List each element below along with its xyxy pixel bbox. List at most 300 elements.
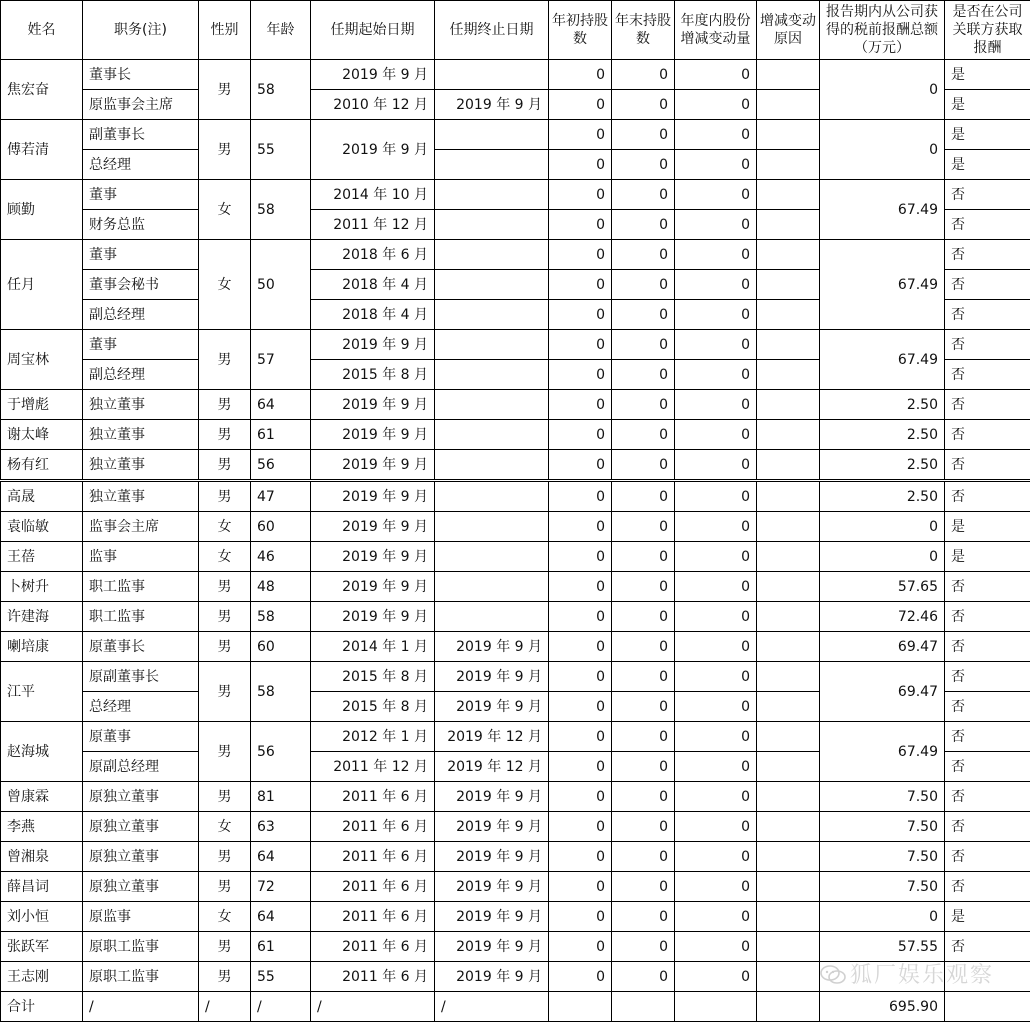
end-date-cell bbox=[435, 120, 549, 150]
total-slash-cell: / bbox=[435, 992, 549, 1022]
compensation-cell: 0 bbox=[820, 542, 945, 572]
title-cell: 监事会主席 bbox=[83, 512, 199, 542]
end-date-cell: 2019 年 12 月 bbox=[435, 752, 549, 782]
title-cell: 监事 bbox=[83, 542, 199, 572]
opening-shares-cell: 0 bbox=[549, 180, 612, 210]
name-cell: 袁临敏 bbox=[1, 512, 83, 542]
start-date-cell: 2019 年 9 月 bbox=[311, 542, 435, 572]
title-cell: 原副董事长 bbox=[83, 662, 199, 692]
end-date-cell: 2019 年 9 月 bbox=[435, 662, 549, 692]
share-change-cell: 0 bbox=[675, 902, 757, 932]
start-date-cell: 2019 年 9 月 bbox=[311, 572, 435, 602]
age-cell: 55 bbox=[251, 962, 311, 992]
related-party-cell: 否 bbox=[945, 632, 1030, 662]
table-row bbox=[1, 572, 1030, 602]
end-date-cell bbox=[435, 180, 549, 210]
title-cell: 原董事 bbox=[83, 722, 199, 752]
closing-shares-cell: 0 bbox=[612, 902, 675, 932]
compensation-cell: 67.49 bbox=[820, 330, 945, 390]
opening-shares-cell: 0 bbox=[549, 450, 612, 480]
compensation-table-part1 bbox=[0, 0, 1030, 480]
share-change-cell: 0 bbox=[675, 240, 757, 270]
title-cell: 独立董事 bbox=[83, 450, 199, 480]
opening-shares-cell: 0 bbox=[549, 782, 612, 812]
gender-cell: 女 bbox=[199, 812, 251, 842]
table-row bbox=[1, 420, 1030, 450]
opening-shares-cell: 0 bbox=[549, 632, 612, 662]
title-cell: 总经理 bbox=[83, 692, 199, 722]
start-date-cell: 2014 年 1 月 bbox=[311, 632, 435, 662]
name-cell: 曾湘泉 bbox=[1, 842, 83, 872]
title-cell: 财务总监 bbox=[83, 210, 199, 240]
age-cell: 47 bbox=[251, 482, 311, 512]
header-cell: 年度内股份增减变动量 bbox=[675, 1, 757, 60]
related-party-cell: 否 bbox=[945, 360, 1030, 390]
change-reason-cell bbox=[757, 782, 820, 812]
compensation-cell: 7.50 bbox=[820, 782, 945, 812]
name-cell: 王志刚 bbox=[1, 962, 83, 992]
closing-shares-cell: 0 bbox=[612, 420, 675, 450]
header-cell: 报告期内从公司获得的税前报酬总额（万元） bbox=[820, 1, 945, 60]
start-date-cell: 2011 年 6 月 bbox=[311, 962, 435, 992]
gender-cell: 男 bbox=[199, 60, 251, 120]
opening-shares-cell: 0 bbox=[549, 482, 612, 512]
header-cell: 姓名 bbox=[1, 1, 83, 60]
related-party-cell: 是 bbox=[945, 120, 1030, 150]
closing-shares-cell: 0 bbox=[612, 360, 675, 390]
end-date-cell bbox=[435, 450, 549, 480]
header-cell: 年龄 bbox=[251, 1, 311, 60]
gender-cell: 男 bbox=[199, 782, 251, 812]
age-cell: 57 bbox=[251, 330, 311, 390]
opening-shares-cell: 0 bbox=[549, 120, 612, 150]
opening-shares-cell: 0 bbox=[549, 812, 612, 842]
start-date-cell: 2019 年 9 月 bbox=[311, 420, 435, 450]
related-party-cell: 否 bbox=[945, 240, 1030, 270]
share-change-cell: 0 bbox=[675, 752, 757, 782]
name-cell: 卜树升 bbox=[1, 572, 83, 602]
name-cell: 于增彪 bbox=[1, 390, 83, 420]
total-slash-cell: / bbox=[311, 992, 435, 1022]
title-cell: 副董事长 bbox=[83, 120, 199, 150]
share-change-cell: 0 bbox=[675, 270, 757, 300]
change-reason-cell bbox=[757, 180, 820, 210]
table-row bbox=[1, 120, 1030, 150]
gender-cell: 男 bbox=[199, 602, 251, 632]
start-date-cell: 2011 年 6 月 bbox=[311, 902, 435, 932]
end-date-cell: 2019 年 9 月 bbox=[435, 782, 549, 812]
age-cell: 58 bbox=[251, 60, 311, 120]
opening-shares-cell: 0 bbox=[549, 902, 612, 932]
change-reason-cell bbox=[757, 210, 820, 240]
opening-shares-cell: 0 bbox=[549, 512, 612, 542]
start-date-cell: 2019 年 9 月 bbox=[311, 602, 435, 632]
end-date-cell bbox=[435, 330, 549, 360]
start-date-cell: 2018 年 4 月 bbox=[311, 300, 435, 330]
compensation-cell: 72.46 bbox=[820, 602, 945, 632]
title-cell: 原副总经理 bbox=[83, 752, 199, 782]
gender-cell: 女 bbox=[199, 512, 251, 542]
change-reason-cell bbox=[757, 300, 820, 330]
share-change-cell: 0 bbox=[675, 722, 757, 752]
start-date-cell: 2011 年 12 月 bbox=[311, 210, 435, 240]
table-row bbox=[1, 330, 1030, 360]
opening-shares-cell: 0 bbox=[549, 932, 612, 962]
change-reason-cell bbox=[757, 482, 820, 512]
change-reason-cell bbox=[757, 872, 820, 902]
title-cell: 独立董事 bbox=[83, 482, 199, 512]
closing-shares-cell: 0 bbox=[612, 512, 675, 542]
title-cell: 原职工监事 bbox=[83, 962, 199, 992]
related-party-cell: 是 bbox=[945, 902, 1030, 932]
title-cell: 董事 bbox=[83, 330, 199, 360]
opening-shares-cell: 0 bbox=[549, 662, 612, 692]
closing-shares-cell: 0 bbox=[612, 752, 675, 782]
share-change-cell: 0 bbox=[675, 812, 757, 842]
closing-shares-cell: 0 bbox=[612, 120, 675, 150]
closing-shares-cell: 0 bbox=[612, 932, 675, 962]
related-party-cell: 是 bbox=[945, 60, 1030, 90]
change-reason-cell bbox=[757, 542, 820, 572]
start-date-cell: 2012 年 1 月 bbox=[311, 722, 435, 752]
share-change-cell: 0 bbox=[675, 542, 757, 572]
change-reason-cell bbox=[757, 360, 820, 390]
related-party-cell: 否 bbox=[945, 812, 1030, 842]
gender-cell: 男 bbox=[199, 450, 251, 480]
title-cell: 原董事长 bbox=[83, 632, 199, 662]
title-cell: 董事 bbox=[83, 240, 199, 270]
related-party-cell: 否 bbox=[945, 662, 1030, 692]
change-reason-cell bbox=[757, 752, 820, 782]
name-cell: 高晟 bbox=[1, 482, 83, 512]
closing-shares-cell: 0 bbox=[612, 390, 675, 420]
share-change-cell: 0 bbox=[675, 210, 757, 240]
end-date-cell bbox=[435, 150, 549, 180]
table-row bbox=[1, 812, 1030, 842]
name-cell: 周宝林 bbox=[1, 330, 83, 390]
closing-shares-cell: 0 bbox=[612, 722, 675, 752]
compensation-cell: 69.47 bbox=[820, 662, 945, 722]
change-reason-cell bbox=[757, 390, 820, 420]
share-change-cell: 0 bbox=[675, 180, 757, 210]
opening-shares-cell: 0 bbox=[549, 90, 612, 120]
table-row bbox=[1, 902, 1030, 932]
total-row bbox=[1, 992, 1030, 1022]
age-cell: 46 bbox=[251, 542, 311, 572]
share-change-cell: 0 bbox=[675, 360, 757, 390]
title-cell: 副总经理 bbox=[83, 300, 199, 330]
title-cell: 原独立董事 bbox=[83, 872, 199, 902]
end-date-cell bbox=[435, 270, 549, 300]
change-reason-cell bbox=[757, 270, 820, 300]
gender-cell: 男 bbox=[199, 120, 251, 180]
opening-shares-cell: 0 bbox=[549, 330, 612, 360]
gender-cell: 男 bbox=[199, 842, 251, 872]
start-date-cell: 2011 年 6 月 bbox=[311, 812, 435, 842]
title-cell: 董事长 bbox=[83, 60, 199, 90]
start-date-cell: 2011 年 6 月 bbox=[311, 932, 435, 962]
compensation-cell bbox=[820, 962, 945, 992]
share-change-cell: 0 bbox=[675, 482, 757, 512]
end-date-cell: 2019 年 9 月 bbox=[435, 902, 549, 932]
closing-shares-cell: 0 bbox=[612, 632, 675, 662]
closing-shares-cell: 0 bbox=[612, 240, 675, 270]
total-slash-cell: / bbox=[83, 992, 199, 1022]
compensation-cell: 2.50 bbox=[820, 450, 945, 480]
compensation-cell: 57.65 bbox=[820, 572, 945, 602]
start-date-cell: 2019 年 9 月 bbox=[311, 512, 435, 542]
name-cell: 张跃军 bbox=[1, 932, 83, 962]
opening-shares-cell: 0 bbox=[549, 542, 612, 572]
opening-shares-cell: 0 bbox=[549, 150, 612, 180]
related-party-cell: 是 bbox=[945, 150, 1030, 180]
start-date-cell: 2019 年 9 月 bbox=[311, 120, 435, 180]
closing-shares-cell: 0 bbox=[612, 962, 675, 992]
closing-shares-cell: 0 bbox=[612, 872, 675, 902]
opening-shares-cell: 0 bbox=[549, 692, 612, 722]
table-row bbox=[1, 932, 1030, 962]
closing-shares-cell: 0 bbox=[612, 482, 675, 512]
closing-shares-cell: 0 bbox=[612, 812, 675, 842]
table-row bbox=[1, 450, 1030, 480]
end-date-cell bbox=[435, 602, 549, 632]
related-party-cell: 否 bbox=[945, 450, 1030, 480]
change-reason-cell bbox=[757, 450, 820, 480]
title-cell: 原职工监事 bbox=[83, 932, 199, 962]
share-change-cell: 0 bbox=[675, 90, 757, 120]
end-date-cell: 2019 年 9 月 bbox=[435, 632, 549, 662]
end-date-cell bbox=[435, 420, 549, 450]
end-date-cell bbox=[435, 542, 549, 572]
title-cell: 职工监事 bbox=[83, 572, 199, 602]
start-date-cell: 2015 年 8 月 bbox=[311, 360, 435, 390]
opening-shares-cell: 0 bbox=[549, 240, 612, 270]
related-party-cell: 否 bbox=[945, 270, 1030, 300]
related-party-cell: 否 bbox=[945, 932, 1030, 962]
header-cell: 性别 bbox=[199, 1, 251, 60]
name-cell: 李燕 bbox=[1, 812, 83, 842]
end-date-cell bbox=[435, 210, 549, 240]
total-label-cell: 合计 bbox=[1, 992, 83, 1022]
name-cell: 曾康霖 bbox=[1, 782, 83, 812]
related-party-cell: 否 bbox=[945, 722, 1030, 752]
share-change-cell: 0 bbox=[675, 150, 757, 180]
share-change-cell: 0 bbox=[675, 60, 757, 90]
closing-shares-cell: 0 bbox=[612, 842, 675, 872]
table-row bbox=[1, 180, 1030, 210]
age-cell: 60 bbox=[251, 632, 311, 662]
age-cell: 81 bbox=[251, 782, 311, 812]
share-change-cell: 0 bbox=[675, 512, 757, 542]
related-party-cell: 否 bbox=[945, 782, 1030, 812]
compensation-table-part2 bbox=[0, 481, 1030, 1022]
share-change-cell: 0 bbox=[675, 692, 757, 722]
related-party-cell: 否 bbox=[945, 420, 1030, 450]
change-reason-cell bbox=[757, 662, 820, 692]
title-cell: 独立董事 bbox=[83, 390, 199, 420]
name-cell: 薛昌词 bbox=[1, 872, 83, 902]
change-reason-cell bbox=[757, 120, 820, 150]
change-reason-cell bbox=[757, 330, 820, 360]
share-change-cell: 0 bbox=[675, 842, 757, 872]
table-row bbox=[1, 482, 1030, 512]
start-date-cell: 2019 年 9 月 bbox=[311, 60, 435, 90]
total-empty-cell bbox=[612, 992, 675, 1022]
header-cell: 年初持股数 bbox=[549, 1, 612, 60]
compensation-cell: 2.50 bbox=[820, 482, 945, 512]
opening-shares-cell: 0 bbox=[549, 60, 612, 90]
gender-cell: 男 bbox=[199, 932, 251, 962]
closing-shares-cell: 0 bbox=[612, 210, 675, 240]
share-change-cell: 0 bbox=[675, 872, 757, 902]
related-party-cell: 否 bbox=[945, 872, 1030, 902]
age-cell: 50 bbox=[251, 240, 311, 330]
header-cell: 是否在公司关联方获取报酬 bbox=[945, 1, 1030, 60]
table-row bbox=[1, 60, 1030, 90]
compensation-cell: 0 bbox=[820, 902, 945, 932]
opening-shares-cell: 0 bbox=[549, 420, 612, 450]
gender-cell: 男 bbox=[199, 722, 251, 782]
total-slash-cell: / bbox=[251, 992, 311, 1022]
table-row bbox=[1, 390, 1030, 420]
compensation-cell: 0 bbox=[820, 60, 945, 120]
closing-shares-cell: 0 bbox=[612, 180, 675, 210]
name-cell: 焦宏奋 bbox=[1, 60, 83, 120]
title-cell: 董事 bbox=[83, 180, 199, 210]
gender-cell: 男 bbox=[199, 390, 251, 420]
change-reason-cell bbox=[757, 572, 820, 602]
compensation-cell: 2.50 bbox=[820, 390, 945, 420]
opening-shares-cell: 0 bbox=[549, 752, 612, 782]
gender-cell: 女 bbox=[199, 180, 251, 240]
change-reason-cell bbox=[757, 90, 820, 120]
title-cell: 总经理 bbox=[83, 150, 199, 180]
end-date-cell bbox=[435, 300, 549, 330]
closing-shares-cell: 0 bbox=[612, 450, 675, 480]
end-date-cell bbox=[435, 240, 549, 270]
title-cell: 原监事 bbox=[83, 902, 199, 932]
title-cell: 董事会秘书 bbox=[83, 270, 199, 300]
header-cell: 任期终止日期 bbox=[435, 1, 549, 60]
start-date-cell: 2014 年 10 月 bbox=[311, 180, 435, 210]
header-cell: 任期起始日期 bbox=[311, 1, 435, 60]
name-cell: 刘小恒 bbox=[1, 902, 83, 932]
table-row bbox=[1, 662, 1030, 692]
age-cell: 64 bbox=[251, 842, 311, 872]
name-cell: 喇培康 bbox=[1, 632, 83, 662]
table-row bbox=[1, 240, 1030, 270]
change-reason-cell bbox=[757, 932, 820, 962]
name-cell: 谢太峰 bbox=[1, 420, 83, 450]
compensation-cell: 0 bbox=[820, 512, 945, 542]
age-cell: 63 bbox=[251, 812, 311, 842]
start-date-cell: 2019 年 9 月 bbox=[311, 390, 435, 420]
change-reason-cell bbox=[757, 692, 820, 722]
opening-shares-cell: 0 bbox=[549, 300, 612, 330]
table-row bbox=[1, 602, 1030, 632]
age-cell: 64 bbox=[251, 902, 311, 932]
closing-shares-cell: 0 bbox=[612, 542, 675, 572]
end-date-cell: 2019 年 9 月 bbox=[435, 872, 549, 902]
related-party-cell: 是 bbox=[945, 90, 1030, 120]
total-empty-cell bbox=[675, 992, 757, 1022]
share-change-cell: 0 bbox=[675, 662, 757, 692]
name-cell: 赵海城 bbox=[1, 722, 83, 782]
title-cell: 独立董事 bbox=[83, 420, 199, 450]
related-party-cell: 否 bbox=[945, 482, 1030, 512]
start-date-cell: 2011 年 6 月 bbox=[311, 782, 435, 812]
end-date-cell: 2019 年 9 月 bbox=[435, 692, 549, 722]
start-date-cell: 2019 年 9 月 bbox=[311, 330, 435, 360]
compensation-cell: 67.49 bbox=[820, 722, 945, 782]
age-cell: 48 bbox=[251, 572, 311, 602]
age-cell: 61 bbox=[251, 932, 311, 962]
start-date-cell: 2011 年 6 月 bbox=[311, 872, 435, 902]
closing-shares-cell: 0 bbox=[612, 330, 675, 360]
gender-cell: 男 bbox=[199, 962, 251, 992]
title-cell: 职工监事 bbox=[83, 602, 199, 632]
gender-cell: 男 bbox=[199, 482, 251, 512]
header-cell: 增减变动原因 bbox=[757, 1, 820, 60]
share-change-cell: 0 bbox=[675, 390, 757, 420]
start-date-cell: 2011 年 12 月 bbox=[311, 752, 435, 782]
header-cell: 职务(注) bbox=[83, 1, 199, 60]
opening-shares-cell: 0 bbox=[549, 210, 612, 240]
closing-shares-cell: 0 bbox=[612, 90, 675, 120]
share-change-cell: 0 bbox=[675, 932, 757, 962]
end-date-cell: 2019 年 12 月 bbox=[435, 722, 549, 752]
end-date-cell: 2019 年 9 月 bbox=[435, 962, 549, 992]
age-cell: 58 bbox=[251, 662, 311, 722]
closing-shares-cell: 0 bbox=[612, 572, 675, 602]
table-row bbox=[1, 542, 1030, 572]
related-party-cell: 否 bbox=[945, 752, 1030, 782]
compensation-cell: 7.50 bbox=[820, 842, 945, 872]
start-date-cell: 2019 年 9 月 bbox=[311, 450, 435, 480]
related-party-cell: 是 bbox=[945, 512, 1030, 542]
related-party-cell: 否 bbox=[945, 692, 1030, 722]
change-reason-cell bbox=[757, 722, 820, 752]
related-party-cell: 是 bbox=[945, 542, 1030, 572]
related-party-cell: 否 bbox=[945, 180, 1030, 210]
end-date-cell bbox=[435, 512, 549, 542]
opening-shares-cell: 0 bbox=[549, 872, 612, 902]
closing-shares-cell: 0 bbox=[612, 60, 675, 90]
share-change-cell: 0 bbox=[675, 602, 757, 632]
change-reason-cell bbox=[757, 512, 820, 542]
share-change-cell: 0 bbox=[675, 782, 757, 812]
end-date-cell bbox=[435, 60, 549, 90]
gender-cell: 女 bbox=[199, 902, 251, 932]
header-row bbox=[1, 1, 1030, 60]
gender-cell: 男 bbox=[199, 662, 251, 722]
table-row bbox=[1, 722, 1030, 752]
related-party-cell bbox=[945, 962, 1030, 992]
age-cell: 58 bbox=[251, 602, 311, 632]
opening-shares-cell: 0 bbox=[549, 842, 612, 872]
start-date-cell: 2018 年 6 月 bbox=[311, 240, 435, 270]
closing-shares-cell: 0 bbox=[612, 692, 675, 722]
change-reason-cell bbox=[757, 60, 820, 90]
end-date-cell bbox=[435, 360, 549, 390]
opening-shares-cell: 0 bbox=[549, 572, 612, 602]
total-compensation-cell: 695.90 bbox=[820, 992, 945, 1022]
age-cell: 56 bbox=[251, 722, 311, 782]
age-cell: 60 bbox=[251, 512, 311, 542]
title-cell: 副总经理 bbox=[83, 360, 199, 390]
opening-shares-cell: 0 bbox=[549, 360, 612, 390]
change-reason-cell bbox=[757, 602, 820, 632]
